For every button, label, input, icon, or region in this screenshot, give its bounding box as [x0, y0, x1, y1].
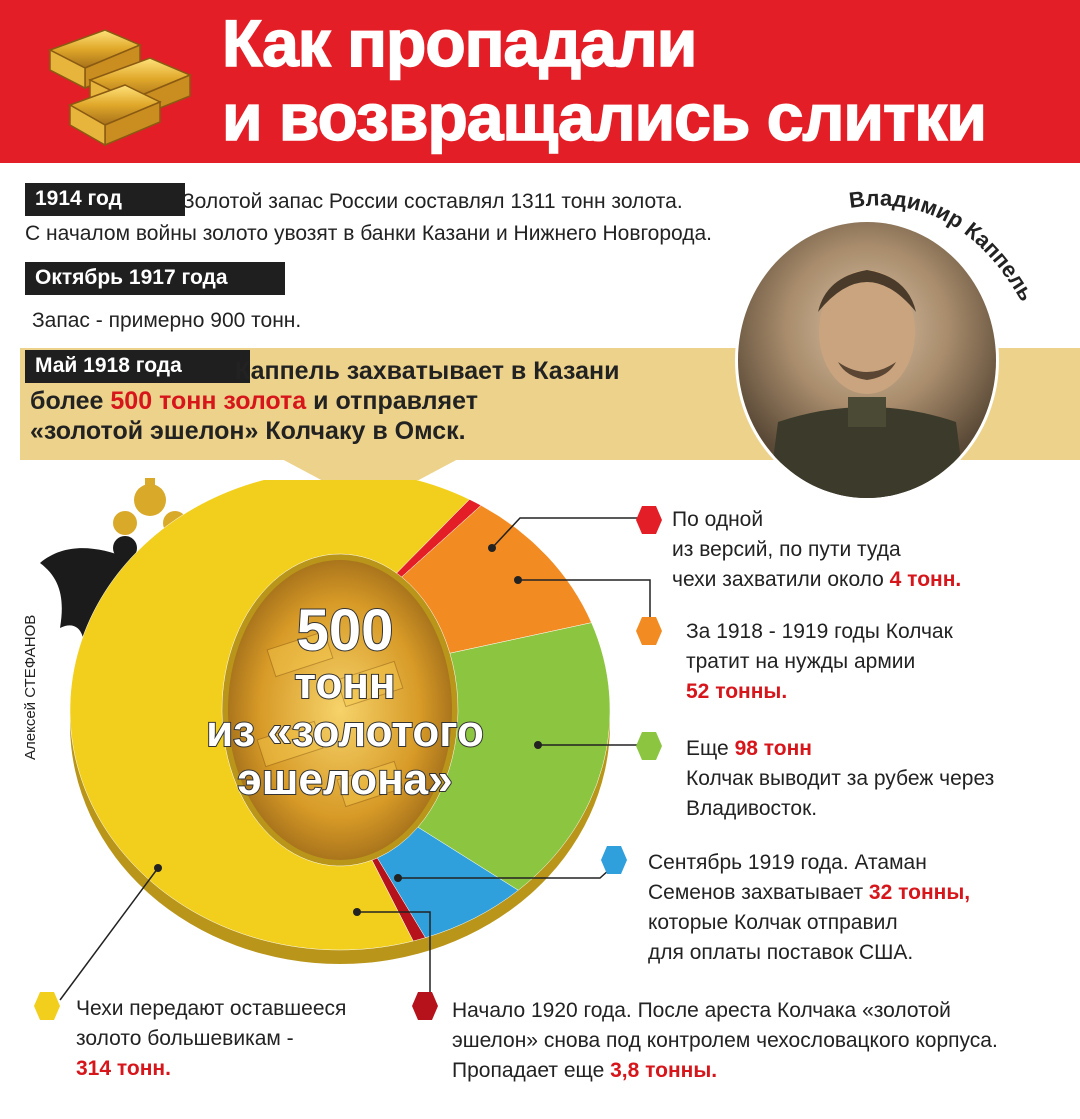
marker-darkred-hexagon [412, 992, 438, 1020]
text-1918-line3: «золотой эшелон» Колчаку в Омск. [30, 417, 466, 445]
legend-lost-3-8-line3: Пропадает еще [452, 1059, 611, 1082]
text-1918-line1: Каппель захватывает в Казани [235, 357, 620, 385]
marker-blue-hexagon [601, 846, 627, 874]
text-1917: Запас - примерно 900 тонн. [32, 309, 302, 332]
legend-semenov-32-line2: Семенов захватывает [648, 881, 869, 904]
legend-bolsheviks-314-line1: Чехи передают оставшееся [76, 997, 347, 1020]
legend-semenov-32-line4: для оплаты поставок США. [648, 941, 914, 964]
legend-semenov-32-line1: Сентябрь 1919 года. Атаман [648, 851, 927, 874]
legend-czech-4: По одной из версий, по пути туда чехи захватили около 4 тонн. [672, 505, 961, 595]
title-line-1: Как пропадали [222, 6, 697, 80]
legend-kolchak-98-line1: Еще [686, 737, 735, 760]
legend-kolchak-52: За 1918 - 1919 годы Колчак тратит на нужды армии 52 тонны. [686, 617, 953, 707]
marker-orange-hexagon [636, 617, 662, 645]
author-credit: Алексей СТЕФАНОВ [22, 614, 39, 760]
text-1914-line2: С началом войны золото увозят в банки Казани и Нижнего Новгорода. [25, 222, 713, 245]
marker-green-hexagon [636, 732, 662, 760]
center-value: 500 [296, 598, 394, 663]
text-1918-line2-post: и отправляет [306, 387, 478, 415]
legend-kolchak-52-line1: За 1918 - 1919 годы Колчак [686, 620, 953, 643]
legend-kolchak-52-value: 52 тонны [686, 680, 782, 703]
text-1918-line2-pre: более [30, 387, 111, 415]
legend-semenov-32-line3: которые Колчак отправил [648, 911, 898, 934]
legend-lost-3-8-value: 3,8 тонны [610, 1059, 712, 1082]
tag-1914: 1914 год [25, 183, 185, 216]
legend-czech-4-line3: чехи захватили около [672, 568, 890, 591]
center-line-2: тонн [294, 659, 396, 708]
marker-red-hexagon [636, 506, 662, 534]
legend-kolchak-98 [686, 734, 994, 824]
title-line-2: и возвращались слитки [222, 80, 986, 154]
legend-bolsheviks-314-line2: золото большевикам - [76, 1027, 294, 1050]
tag-1917: Октябрь 1917 года [25, 262, 285, 295]
center-line-4: эшелона» [237, 755, 453, 804]
text-1914-line1: Золотой запас России составлял 1311 тонн золота. [182, 190, 683, 213]
legend-lost-3-8-line1: Начало 1920 года. После ареста Колчака «золотой [452, 999, 951, 1022]
legend-semenov-32-value: 32 тонны [868, 881, 965, 904]
legend-kolchak-98-line2: Колчак выводит за рубеж через [686, 767, 995, 790]
legend-bolsheviks-314-value: 314 тонн [76, 1057, 166, 1080]
legend-czech-4-value: 4 тонн [889, 568, 956, 591]
legend-kolchak-52-line2: тратит на нужды армии [686, 650, 916, 673]
legend-lost-3-8: Начало 1920 года. После ареста Колчака «золотой эшелон» снова под контролем чехословацкого корпуса. Пропадает еще 3,8 тонны. [452, 996, 998, 1086]
legend-kolchak-98-line3: Владивосток. [686, 797, 818, 820]
tag-1918: Май 1918 года [25, 350, 250, 383]
legend-bolsheviks-314: Чехи передают оставшееся золото большевикам - 314 тонн. [76, 994, 346, 1084]
legend-kolchak-98-value: 98 тонн [734, 737, 812, 760]
legend-czech-4-line2: из версий, по пути туда [672, 538, 901, 561]
legend-semenov-32: Сентябрь 1919 года. Атаман Семенов захватывает 32 тонны, которые Колчак отправил для оплаты поставок США. [648, 848, 970, 968]
marker-yellow-hexagon [34, 992, 60, 1020]
legend-czech-4-line1: По одной [672, 508, 764, 531]
text-1918-highlight: 500 тонн золота [110, 387, 307, 415]
center-line-3: из «золотого [206, 707, 484, 756]
portrait-caption-text: Владимир Каппель [847, 185, 1040, 306]
legend-lost-3-8-line2: эшелон» снова под контролем чехословацкого корпуса. [452, 1029, 998, 1052]
